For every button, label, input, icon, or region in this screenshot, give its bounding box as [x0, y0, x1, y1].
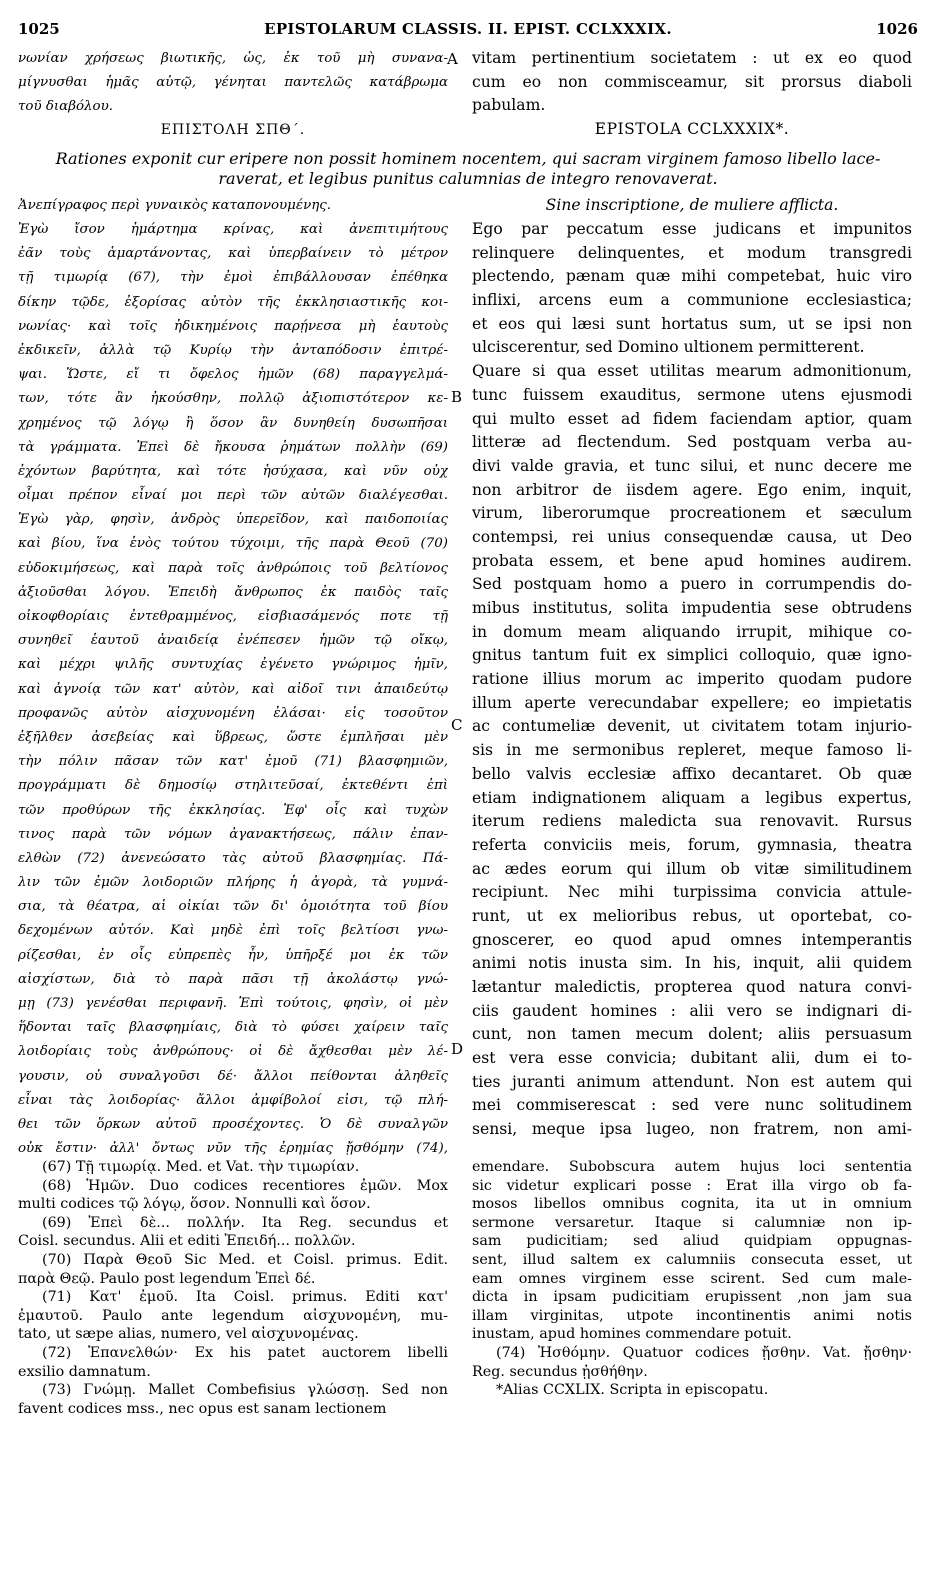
latin-inscription-block — [472, 194, 912, 218]
latin-line: pabulam. — [472, 96, 546, 115]
greek-body — [18, 218, 448, 1161]
footnote-line: eam omnes virginem esse scirent. Sed cum male- — [472, 1270, 912, 1287]
greek-line: λοιδορίαις τοὺς ἀνθρώπους· οἱ δὲ ἄχθεσθαι μὲν λέ- — [18, 1044, 448, 1060]
greek-line: τῇ τιμωρίᾳ (67), τὴν ἐμοὶ ἐπιβάλλουσαν ἐπέθηκα — [18, 270, 448, 286]
latin-line: cunt, non tamen mecum dolent; aliis persuasum — [472, 1025, 912, 1044]
footnote-line: (68) Ἡμῶν. Duo codices recentiores ἐμῶν. Mox — [42, 1177, 448, 1194]
margin-letter-d: D — [451, 1040, 464, 1058]
greek-line: ἐκδικεῖν, ἀλλὰ τῷ Κυρίῳ τὴν ἀνταπόδοσιν ἐπιτρέ- — [18, 342, 448, 358]
latin-line: gnitus tantum fuit ex simplici colloquio, quæ igno- — [472, 646, 912, 665]
greek-line: ἥδονται ταῖς βλασφημίαις, διὰ τὸ φύσει χαίρειν ταῖς — [18, 1020, 448, 1036]
greek-line: δεχομένων αὐτόν. Καὶ μηδὲ ἐπὶ τοῖς βελτίοσι γνω- — [18, 923, 448, 939]
latin-line: Quare si qua esset utilitas mearum admonitionum, — [472, 362, 912, 381]
footnote-line: (67) Τῇ τιμωρίᾳ. Med. et Vat. τὴν τιμωρίαν. — [42, 1159, 360, 1175]
latin-line: illum aperte verecundabar expellere; eo impietatis — [472, 693, 912, 712]
latin-line: relinquere delinquentes, et modum transgredi — [472, 243, 912, 262]
footnote-line: sent, illud saltem ex calumniis consecuta esset, ut — [472, 1251, 912, 1268]
latin-line: litteræ ad flectendum. Sed postquam verba au- — [472, 433, 912, 452]
latin-line: referta conviciis meis, forum, gymnasia, theatra — [472, 835, 912, 854]
greek-line: Ἐγὼ γὰρ, φησὶν, ἀνδρὸς ὑπερεῖδον, καὶ παιδοποιίας — [18, 512, 448, 528]
latin-line: ties juranti animum attendunt. Non est autem qui — [472, 1072, 912, 1091]
greek-line: ψαι. Ὥστε, εἴ τι ὄφελος ἡμῶν (68) παραγγελμά- — [18, 367, 448, 383]
latin-line: ac contumeliæ devenit, ut civitatem totam injurio- — [472, 717, 912, 736]
footnote-line: sic videtur explicari posse : Erat illa virgo ob fa- — [472, 1177, 912, 1194]
greek-line: ελθὼν (72) ἀνενεώσατο τὰς αὐτοῦ βλασφημίας. Πά- — [18, 850, 448, 866]
greek-line: σια, τὰ θέατρα, αἱ οἰκίαι τῶν δι' ὁμοιότητα τοῦ βίου — [18, 899, 448, 915]
latin-line: mibus institutus, solita impudentia sese obtrudens — [472, 599, 912, 617]
latin-line: cum eo non commisceamur, sit prorsus diaboli — [472, 72, 912, 91]
greek-line: τοῦ διαβόλου. — [18, 99, 113, 115]
latin-line: in domum meam aliquando irrupit, mihique co- — [472, 622, 912, 641]
page-header — [18, 20, 918, 44]
footnote-line: (69) Ἐπεὶ δὲ... πολλήν. Ita Reg. secundus et — [42, 1214, 448, 1231]
latin-line: plectendo, pænam quæ mihi competebat, huic viro — [472, 267, 912, 286]
latin-line: ac ædes eorum qui illum ob vitæ similitudinem — [472, 859, 912, 878]
latin-line: est vera esse convicia; dubitant alii, dum ei to- — [472, 1049, 912, 1068]
footnote-line: παρὰ Θεῷ. Paulo post legendum Ἐπεὶ δέ. — [18, 1270, 316, 1287]
greek-inscription-block — [18, 194, 448, 218]
latin-line: divi valde gravia, et tunc silui, et nunc decere me — [472, 456, 912, 475]
footnote-line: multi codices τῷ λόγῳ, ὅσον. Nonnulli καὶ ὅσον. — [18, 1196, 371, 1213]
page-number-left: 1025 — [18, 20, 60, 38]
footnotes-right — [472, 1158, 912, 1400]
greek-inscription: Ἀνεπίγραφος περὶ γυναικὸς καταπονουμένης. — [18, 198, 331, 213]
greek-line: τὴν πόλιν πᾶσαν τῶν κατ' ἐμοῦ (71) βλασφημιῶν, — [18, 754, 448, 770]
latin-line: bello valvis ecclesiæ affixo decantaret. Ob quæ — [472, 764, 912, 783]
footnote-line: tato, ut sæpe alias, numero, vel αἰσχυνομένας. — [18, 1326, 359, 1343]
greek-letter-title: ΕΠΙΣΤΟΛΗ ΣΠΘ΄. — [160, 122, 306, 138]
greek-line: οἶμαι πρέπον εἶναί μοι περὶ τῶν αὐτῶν διαλέγεσθαι. — [18, 488, 448, 504]
greek-line: ἐᾶν τοὺς ἁμαρτάνοντας, καὶ ὑπερβαίνειν τὸ μέτρον — [18, 246, 448, 262]
greek-line: θει τῶν ὅρκων αὐτοῦ προσέχοντες. Ὁ δὲ συναλγῶν — [18, 1116, 448, 1132]
margin-letter-c: C — [451, 716, 463, 734]
latin-letter-title: EPISTOLA CCLXXXIX*. — [594, 120, 790, 138]
greek-line: προγράμματι δὲ δημοσίῳ στηλιτεῦσαί, ἐκτεθέντι ἐπὶ — [18, 778, 448, 794]
footnote-line: illam virginitas, utpote incontinentis animi notis — [472, 1307, 912, 1324]
latin-line: et eos qui læsi sunt hortatus sum, ut se ipsi non — [472, 314, 912, 333]
footnote-line: (72) Ἐπανελθών· Ex his patet auctorem libelli — [42, 1344, 448, 1361]
latin-line: vitam pertinentium societatem : ut ex eo quod — [472, 49, 912, 67]
footnote-line: *Alias CCXLIX. Scripta in episcopatu. — [496, 1382, 769, 1399]
greek-line: δίκην τῷδε, ἐξορίσας αὐτὸν τῆς ἐκκλησιαστικῆς κοι- — [18, 294, 448, 310]
greek-line: Ἐγὼ ἴσον ἡμάρτημα κρίνας, καὶ ἀνεπιτιμήτους — [18, 222, 448, 237]
latin-line: ciis gaudent homines : alii vero se indignari di- — [472, 1001, 912, 1020]
footnote-line: (73) Γνώμῃ. Mallet Combefisius γλώσσῃ. Sed non — [42, 1382, 448, 1399]
latin-line: ratione illius morum ac imperito quodam pudore — [472, 670, 912, 689]
greek-line: αἰσχίστων, διὰ τὸ παρὰ πᾶσι τῇ ἀκολάστῳ γνώ- — [18, 971, 448, 987]
latin-line: etiam indignationem aliquam a legibus expertus, — [472, 788, 912, 807]
greek-line: μίγνυσθαι ἡμᾶς αὐτῷ, γένηται παντελῶς κατάβρωμα — [18, 75, 448, 91]
greek-line: τὰ γράμματα. Ἐπεὶ δὲ ἤκουσα ῥημάτων πολλὴν (69) — [18, 439, 448, 455]
footnote-line: favent codices mss., nec opus est sanam lectionem — [18, 1400, 387, 1417]
latin-line: qui multo esset ad fidem faciendam aptior, quam — [472, 409, 912, 428]
latin-line: probata essem, et bene apud homines audirem. — [472, 551, 912, 570]
greek-line: νωνίας· καὶ τοῖς ἠδικημένοις παρῄνεσα μὴ ἑαυτοὺς — [18, 318, 448, 334]
page-number-right: 1026 — [876, 20, 918, 38]
greek-line: τῶν προθύρων τῆς ἐκκλησίας. Ἐφ' οἷς καὶ τυχὼν — [18, 802, 448, 818]
latin-line: sis in me sermonibus repleret, meque famoso li- — [472, 741, 912, 760]
footnote-line: (71) Κατ' ἐμοῦ. Ita Coisl. primus. Editi κατ' — [42, 1289, 448, 1306]
latin-inscription: Sine inscriptione, de muliere afflicta. — [545, 196, 839, 214]
greek-line: γουσιν, οὐ συναλγοῦσι δέ· ἄλλοι πείθονται ἀληθεῖς — [18, 1068, 448, 1084]
footnote-line: (74) Ἠσθόμην. Quatuor codices ᾔσθην. Vat. ᾔσθην· — [496, 1344, 912, 1361]
footnote-line: sermone versaretur. Itaque si calumniæ non ip- — [472, 1214, 912, 1231]
greek-line: ρίζεσθαι, ἐν οἷς εὐπρεπὲς ἦν, ὑπῆρξέ μοι ἐκ τῶν — [18, 947, 448, 963]
latin-line: sensi, meque ipsa lugeo, non fratrem, non ami- — [472, 1120, 912, 1139]
footnote-line: sam pudicitiam; sed aliud quidpiam oppugnas- — [472, 1233, 912, 1250]
margin-letter-a: A — [447, 50, 458, 68]
footnote-line: mosos libellos omnibus cognita, ita ut in omnium — [472, 1196, 912, 1213]
greek-line: τινος παρὰ τῶν νόμων ἀγανακτήσεως, πάλιν ἐπαν- — [18, 826, 448, 842]
footnote-line: Reg. secundus ᾐσθήθην. — [472, 1363, 648, 1380]
running-title: EPISTOLARUM CLASSIS. II. EPIST. CCLXXXIX. — [264, 20, 672, 38]
latin-line: non arbitror de iisdem agere. Ego enim, inquit, — [472, 480, 912, 499]
latin-top-text — [472, 47, 912, 118]
latin-line: mei commiserescat : sed vere nunc solitudinem — [472, 1096, 912, 1115]
greek-line: καὶ βίου, ἵνα ἑνὸς τούτου τύχοιμι, τῆς παρὰ Θεοῦ (70) — [18, 536, 448, 552]
greek-line: καὶ ἀγνοίᾳ τῶν κατ' αὐτὸν, καὶ αἰδοῖ τινι ἀπαιδεύτῳ — [18, 681, 448, 697]
footnote-line: Coisl. secundus. Alii et editi Ἐπειδή... πολλῶν. — [18, 1233, 356, 1250]
latin-line: runt, ut ex melioribus rebus, ut oportebat, co- — [472, 906, 912, 925]
greek-line: ἐξῆλθεν ἀσεβείας καὶ ὕβρεως, ὥστε ἐμπλῆσαι μὲν — [18, 729, 448, 745]
greek-line: εἶναι τὰς λοιδορίας· ἄλλοι ἀμφίβολοί εἰσι, τῷ πλή- — [18, 1092, 448, 1108]
footnote-line: inustam, apud homines commendare potuit. — [472, 1326, 792, 1343]
greek-line: λιν τῶν ἐμῶν λοιδοριῶν πλήρης ἡ ἀγορὰ, τὰ γυμνά- — [18, 875, 448, 891]
greek-line: ἐχόντων βαρύτητα, καὶ τότε ἡσύχασα, καὶ νῦν οὐχ — [18, 463, 448, 479]
latin-line: contempsi, rei unius consequendæ causa, ut Deo — [472, 527, 912, 546]
greek-line: καὶ μέχρι ψιλῆς συντυχίας ἐγένετο γνώριμος ἡμῖν, — [18, 657, 448, 673]
latin-line: Ego par peccatum esse judicans et impunitos — [472, 220, 912, 238]
greek-line: προφανῶς αὐτὸν αἰσχυνομένη ἐλάσαι· εἰς τοσοῦτον — [18, 705, 448, 721]
greek-line: των, τότε ἂν ἠκούσθην, πολλῷ ἀξιοπιστότερον κε- — [18, 391, 448, 407]
margin-letter-b: B — [451, 388, 463, 406]
greek-line: εὐδοκιμήσεως, καὶ παρὰ τοῖς ἀνθρώποις τοῦ βελτίονος — [18, 560, 448, 576]
latin-line: virum, liberorumque procreationem et sæculum — [472, 504, 912, 523]
latin-body — [472, 218, 912, 1142]
greek-letter-title-block — [18, 118, 448, 142]
latin-line: tunc fuissem exauditus, sermone utens ejusmodi — [472, 385, 912, 404]
latin-letter-title-block — [472, 118, 912, 142]
summary-line: Rationes exponit cur eripere non possit hominem nocentem, qui sacram virginem famoso libello lace- — [55, 149, 881, 168]
footnote-line: exsilio damnatum. — [18, 1363, 151, 1380]
latin-line: gnoscerer, eo quod apud omnes intemperantis — [472, 930, 912, 949]
greek-line: ἀξιοῦσθαι λόγου. Ἐπειδὴ ἄνθρωπος ἐκ παιδὸς ταῖς — [18, 584, 448, 600]
latin-line: lætantur maledictis, propterea quod natura convi- — [472, 978, 912, 996]
summary-line: raverat, et legibus punitus calumnias de integro renovaverat. — [218, 169, 718, 188]
latin-line: iterum rediens maledicta sua renovavit. Rursus — [472, 812, 912, 831]
footnote-line: ἐμαυτοῦ. Paulo ante legendum αἰσχυνομένη, mu- — [18, 1307, 448, 1324]
latin-line: Sed postquam homo a puero in corrumpendis do- — [472, 575, 912, 594]
greek-line: οὐκ ἔστιν· ἀλλ' ὄντως νῦν τῆς ἐρημίας ᾔσθόμην (74), — [18, 1141, 448, 1157]
latin-line: recipiunt. Nec mihi turpissima convicia attule- — [472, 883, 912, 902]
footnote-line: (70) Παρὰ Θεοῦ Sic Med. et Coisl. primus. Edit. — [42, 1251, 448, 1268]
greek-line: οἰκοφθορίαις ἐντεθραμμένος, εἰσβιασάμενός ποτε τῇ — [18, 609, 448, 624]
latin-line: inflixi, arcens eum a communione ecclesiastica; — [472, 291, 912, 310]
latin-line: ulciscerentur, sed Domino ultionem permitterent. — [472, 338, 865, 357]
greek-line: μῃ (73) γενέσθαι περιφανῆ. Ἐπὶ τούτοις, φησὶν, οἱ μὲν — [18, 996, 448, 1011]
greek-line: χρημένος τῷ λόγῳ ἢ ὅσον ἂν δυνηθείη δυσωπῆσαι — [18, 415, 448, 431]
footnote-line: dicta in ipsam pudicitiam erupissent ,non jam sua — [472, 1289, 912, 1306]
latin-line: animi notis inusta sim. In his, inquit, alii quidem — [472, 954, 912, 973]
summary — [18, 149, 918, 189]
footnotes-left — [18, 1158, 448, 1418]
greek-line: συνηθεῖ ἑαυτοῦ ἀναιδείᾳ ἐνέπεσεν ἡμῶν τῷ οἴκῳ, — [18, 633, 448, 649]
footnote-line: emendare. Subobscura autem hujus loci sententia — [472, 1159, 912, 1175]
greek-line: νωνίαν χρήσεως βιωτικῆς, ὡς, ἐκ τοῦ μὴ συνανα- — [18, 51, 448, 66]
greek-top-text — [18, 47, 448, 120]
